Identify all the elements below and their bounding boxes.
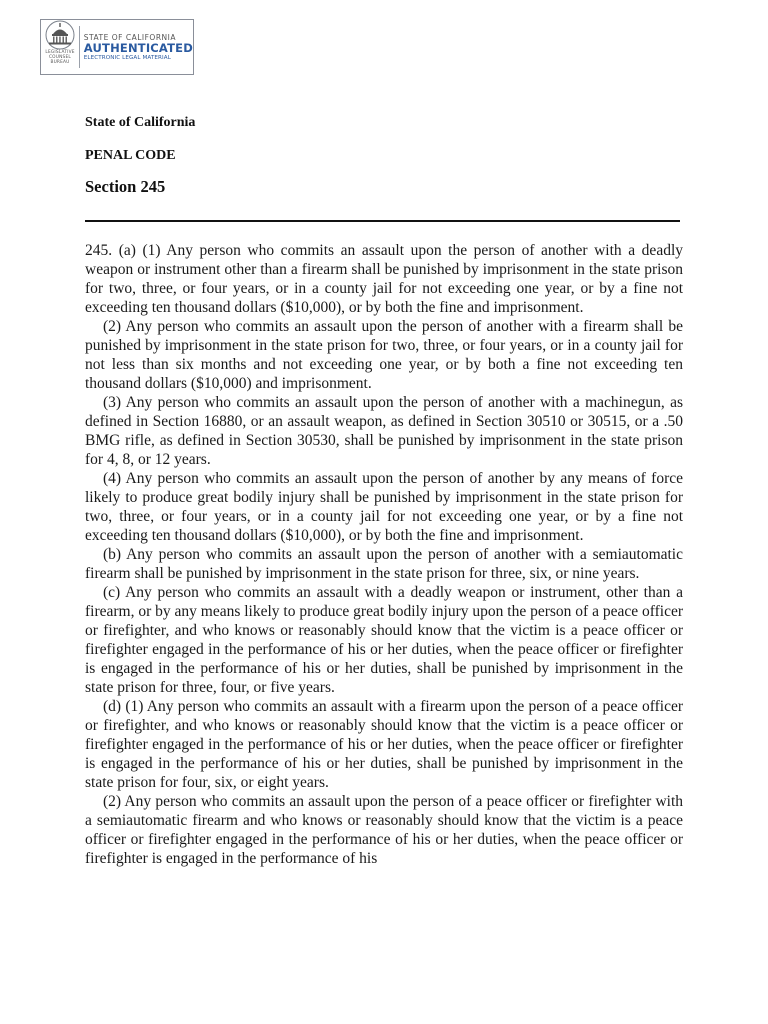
badge-text xyxy=(84,33,193,62)
code-heading: PENAL CODE xyxy=(85,148,176,163)
badge-authenticated-label: AUTHENTICATED xyxy=(83,40,193,55)
paragraph: (b) Any person who commits an assault upon the person of another with a semiautomatic firearm shall be punished by imprisonment in the state prison for three, six, or nine years. xyxy=(85,546,683,582)
paragraph: (2) Any person who commits an assault upon the person of another with a firearm shall be punished by imprisonment in the state prison for two, three, or four years, or in a county jail for not less than six months and not exceeding one year, or by both a fine not exceeding ten thousand dollars ($10,000) and imprisonment. xyxy=(85,318,683,392)
seal-caption xyxy=(45,50,74,65)
paragraph: (3) Any person who commits an assault upon the person of another with a machinegun, as defined in Section 16880, or an assault weapon, as defined in Section 30510 or 30515, or a .50 BMG rifle, as defined in Section 30530, shall be punished by imprisonment in the state prison for 4, 8, or 12 years. xyxy=(85,394,683,468)
seal xyxy=(41,20,79,74)
capitol-dome-icon xyxy=(43,20,77,50)
seal-caption-line: BUREAU xyxy=(50,60,70,65)
state-heading: State of California xyxy=(85,115,196,130)
paragraph: (c) Any person who commits an assault with a deadly weapon or instrument, other than a firearm, or by any means likely to produce great bodily injury upon the person of a peace officer or firefighter, and who knows or reasonably should know that the victim is a peace officer or firefighter engaged in the performance of his or her duties, when the peace officer or firefighter is engaged in the performance of his or her duties, shall be punished by imprisonment in the state prison for three, four, or five years. xyxy=(85,584,683,696)
seal-caption-line: LEGISLATIVE xyxy=(45,50,75,55)
badge-subtitle: ELECTRONIC LEGAL MATERIAL xyxy=(83,54,171,61)
header-divider xyxy=(85,220,680,222)
paragraph: (4) Any person who commits an assault upon the person of another by any means of force likely to produce great bodily injury shall be punished by imprisonment in the state prison for two, three, or four years, or in a county jail for not exceeding one year, or by a fine not exceeding ten thousand dollars ($10,000), or by both the fine and imprisonment. xyxy=(85,470,683,544)
paragraph: (d) (1) Any person who commits an assault with a firearm upon the person of a peace officer or firefighter, and who knows or reasonably should know that the victim is a peace officer or firefighter engaged in the performance of his or her duties, when the peace officer or firefighter is engaged in the performance of his or her duties, shall be punished by imprisonment in the state prison for four, six, or eight years. xyxy=(85,698,683,791)
section-heading: Section 245 xyxy=(85,177,166,196)
badge-divider xyxy=(79,26,80,68)
authenticated-badge xyxy=(40,19,194,75)
seal-caption-line: COUNSEL xyxy=(48,55,71,60)
paragraph: (2) Any person who commits an assault upon the person of a peace officer or firefighter with a semiautomatic firearm and who knows or reasonably should know that the victim is a peace officer or firefighter engaged in the performance of his or her duties, when the peace officer or firefighter is engaged in the performance of his xyxy=(85,793,683,867)
badge-state-label: STATE OF CALIFORNIA xyxy=(83,32,176,42)
paragraph: 245. (a) (1) Any person who commits an assault upon the person of another with a deadly weapon or instrument other than a firearm shall be punished by imprisonment in the state prison for two, three, or four years, or in a county jail for not exceeding one year, or by a fine not exceeding ten thousand dollars ($10,000), or by both the fine and imprisonment. xyxy=(85,242,683,316)
statute-text xyxy=(85,241,683,868)
